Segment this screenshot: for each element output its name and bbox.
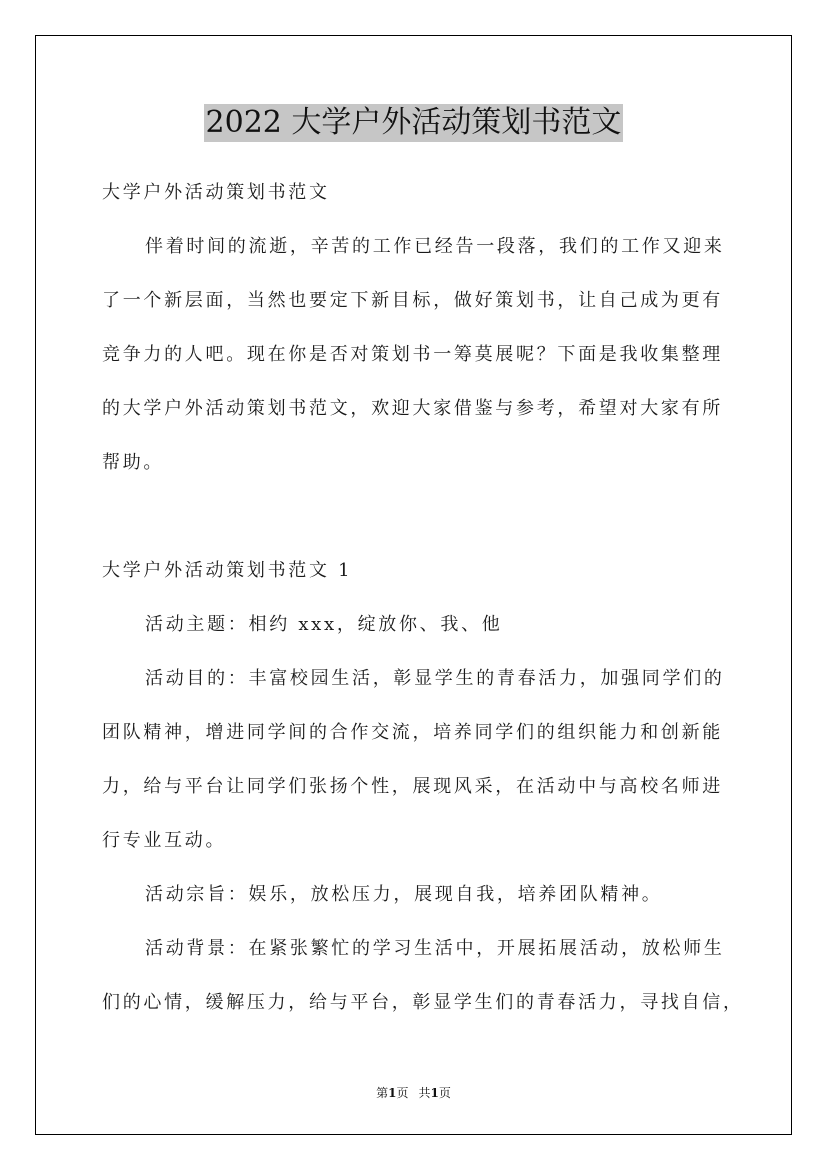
paragraph-line-background: 活动背景：在紧张繁忙的学习生活中，开展拓展活动，放松师生 [145, 938, 725, 959]
paragraph-line-background: 们的心情，缓解压力，给与平台，彰显学生们的青春活力，寻找自信， [102, 992, 744, 1013]
section-heading: 大学户外活动策划书范文 1 [102, 560, 353, 581]
document-title: 2022 大学户外活动策划书范文 [205, 105, 622, 140]
intro-line: 的大学户外活动策划书范文，欢迎大家借鉴与参考，希望对大家有所 [102, 398, 723, 419]
total-pages-suffix: 页 [438, 1086, 451, 1100]
paragraph-line-theme: 活动主题：相约 xxx，绽放你、我、他 [145, 614, 503, 635]
paragraph-line-aim: 活动宗旨：娱乐，放松压力，展现自我，培养团队精神。 [145, 884, 663, 905]
document-body [102, 166, 752, 1030]
total-pages-prefix: 共 [418, 1086, 431, 1100]
page-number-prefix: 第 [376, 1086, 389, 1100]
paragraph-line-purpose: 团队精神，增进同学间的合作交流，培养同学们的组织能力和创新能 [102, 722, 723, 743]
paragraph-line-purpose: 力，给与平台让同学们张扬个性，展现风采，在活动中与高校名师进 [102, 776, 723, 797]
title-container [0, 104, 827, 142]
paragraph-line-purpose: 活动目的：丰富校园生活，彰显学生的青春活力，加强同学们的 [145, 668, 725, 689]
intro-line: 竞争力的人吧。现在你是否对策划书一筹莫展呢？下面是我收集整理 [102, 344, 723, 365]
intro-line: 了一个新层面，当然也要定下新目标，做好策划书，让自己成为更有 [102, 290, 723, 311]
paragraph-line-purpose: 行专业互动。 [102, 830, 227, 851]
intro-line: 伴着时间的流逝，辛苦的工作已经告一段落，我们的工作又迎来 [145, 236, 725, 257]
blank-line [102, 490, 752, 544]
total-pages: 1 [430, 1086, 439, 1100]
page-number-suffix: 页 [396, 1086, 409, 1100]
document-subtitle: 大学户外活动策划书范文 [102, 182, 330, 203]
page-number: 1 [388, 1086, 397, 1100]
intro-line: 帮助。 [102, 452, 165, 473]
page-footer [0, 1084, 827, 1102]
